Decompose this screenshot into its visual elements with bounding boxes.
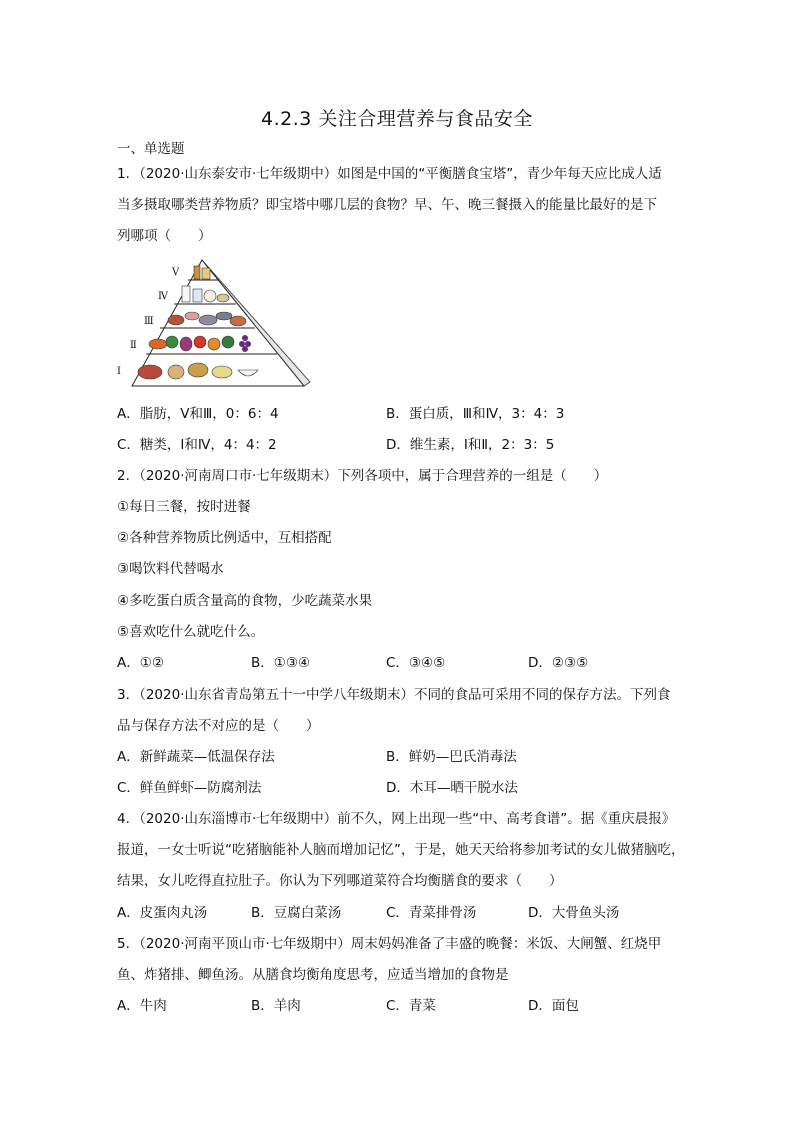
level-iii-label: Ⅲ: [144, 316, 154, 327]
q1-option-b[interactable]: B．蛋白质，Ⅲ和Ⅳ，3：4：3: [386, 406, 565, 422]
level-i-label: Ⅰ: [117, 366, 121, 377]
q3-stem-line-1: 3．（2020·山东省青岛第五十一中学八年级期末）不同的食品可采用不同的保存方法。下列食: [117, 687, 671, 703]
q1-option-a[interactable]: A．脂肪，Ⅴ和Ⅲ，0：6：4: [117, 406, 279, 422]
q5-option-d[interactable]: D．面包: [528, 998, 579, 1014]
document-title: 4.2.3 关注合理营养与食品安全: [261, 108, 533, 130]
q2-item-3: ③喝饮料代替喝水: [117, 561, 224, 577]
level-iv-label: Ⅳ: [158, 291, 168, 302]
section-heading: 一、单选题: [117, 141, 185, 157]
q4-option-c[interactable]: C．青菜排骨汤: [386, 905, 477, 921]
q5-stem-line-1: 5．（2020·河南平顶山市·七年级期中）周末妈妈准备了丰盛的晚餐：米饭、大闸蟹、红烧甲: [117, 936, 662, 952]
q3-option-c[interactable]: C．鲜鱼鲜虾—防腐剂法: [117, 780, 262, 796]
level-ii-label: Ⅱ: [130, 340, 137, 351]
q1-stem-line-3: 列哪项（ ）: [117, 228, 212, 244]
q4-option-a[interactable]: A．皮蛋肉丸汤: [117, 905, 208, 921]
q4-stem-line-2: 报道，一女士听说“吃猪脑能补人脑而增加记忆”，于是，她天天给将参加考试的女儿做猪脑吃，: [117, 842, 685, 858]
q4-option-b[interactable]: B．豆腐白菜汤: [251, 905, 342, 921]
q4-stem-line-3: 结果，女儿吃得直拉肚子。你认为下列哪道菜符合均衡膳食的要求（ ）: [117, 873, 563, 889]
q5-option-a[interactable]: A．牛肉: [117, 998, 167, 1014]
q2-option-d[interactable]: D．②③⑤: [528, 655, 589, 671]
q5-option-b[interactable]: B．羊肉: [251, 998, 301, 1014]
q2-option-c[interactable]: C．③④⑤: [386, 655, 446, 671]
q1-option-c[interactable]: C．糖类，Ⅰ和Ⅳ，4：4：2: [117, 437, 277, 453]
q2-item-2: ②各种营养物质比例适中，互相搭配: [117, 530, 332, 546]
q2-item-5: ⑤喜欢吃什么就吃什么。: [117, 624, 265, 640]
q2-option-a[interactable]: A．①②: [117, 655, 164, 671]
q4-option-d[interactable]: D．大骨鱼头汤: [528, 905, 620, 921]
q3-option-b[interactable]: B．鲜奶—巴氏消毒法: [386, 749, 517, 765]
balanced-diet-pyramid-figure: [114, 258, 314, 392]
q1-stem-line-2: 当多摄取哪类营养物质？即宝塔中哪几层的食物？早、午、晚三餐摄入的能量比最好的是下: [117, 197, 657, 213]
q5-option-c[interactable]: C．青菜: [386, 998, 436, 1014]
q3-option-d[interactable]: D．木耳—晒干脱水法: [386, 780, 518, 796]
q3-stem-line-2: 品与保存方法不对应的是（ ）: [117, 718, 320, 734]
q4-stem-line-1: 4．（2020·山东淄博市·七年级期中）前不久，网上出现一些“中、高考食谱”。据《重庆晨报》: [117, 811, 676, 827]
q2-item-4: ④多吃蛋白质含量高的食物，少吃蔬菜水果: [117, 593, 373, 609]
q1-stem-line-1: 1．（2020·山东泰安市·七年级期中）如图是中国的“平衡膳食宝塔”，青少年每天应比成人适: [117, 166, 662, 182]
q3-option-a[interactable]: A．新鲜蔬菜—低温保存法: [117, 749, 275, 765]
q5-stem-line-2: 鱼、炸猪排、鲫鱼汤。从膳食均衡角度思考，应适当增加的食物是: [117, 967, 509, 983]
q2-item-1: ①每日三餐，按时进餐: [117, 499, 251, 515]
q2-stem-line-1: 2．（2020·河南周口市·七年级期末）下列各项中，属于合理营养的一组是（ ）: [117, 468, 608, 484]
q2-option-b[interactable]: B．①③④: [251, 655, 311, 671]
level-v-label: Ⅴ: [172, 267, 180, 278]
q1-option-d[interactable]: D．维生素，Ⅰ和Ⅱ，2：3：5: [386, 437, 555, 453]
